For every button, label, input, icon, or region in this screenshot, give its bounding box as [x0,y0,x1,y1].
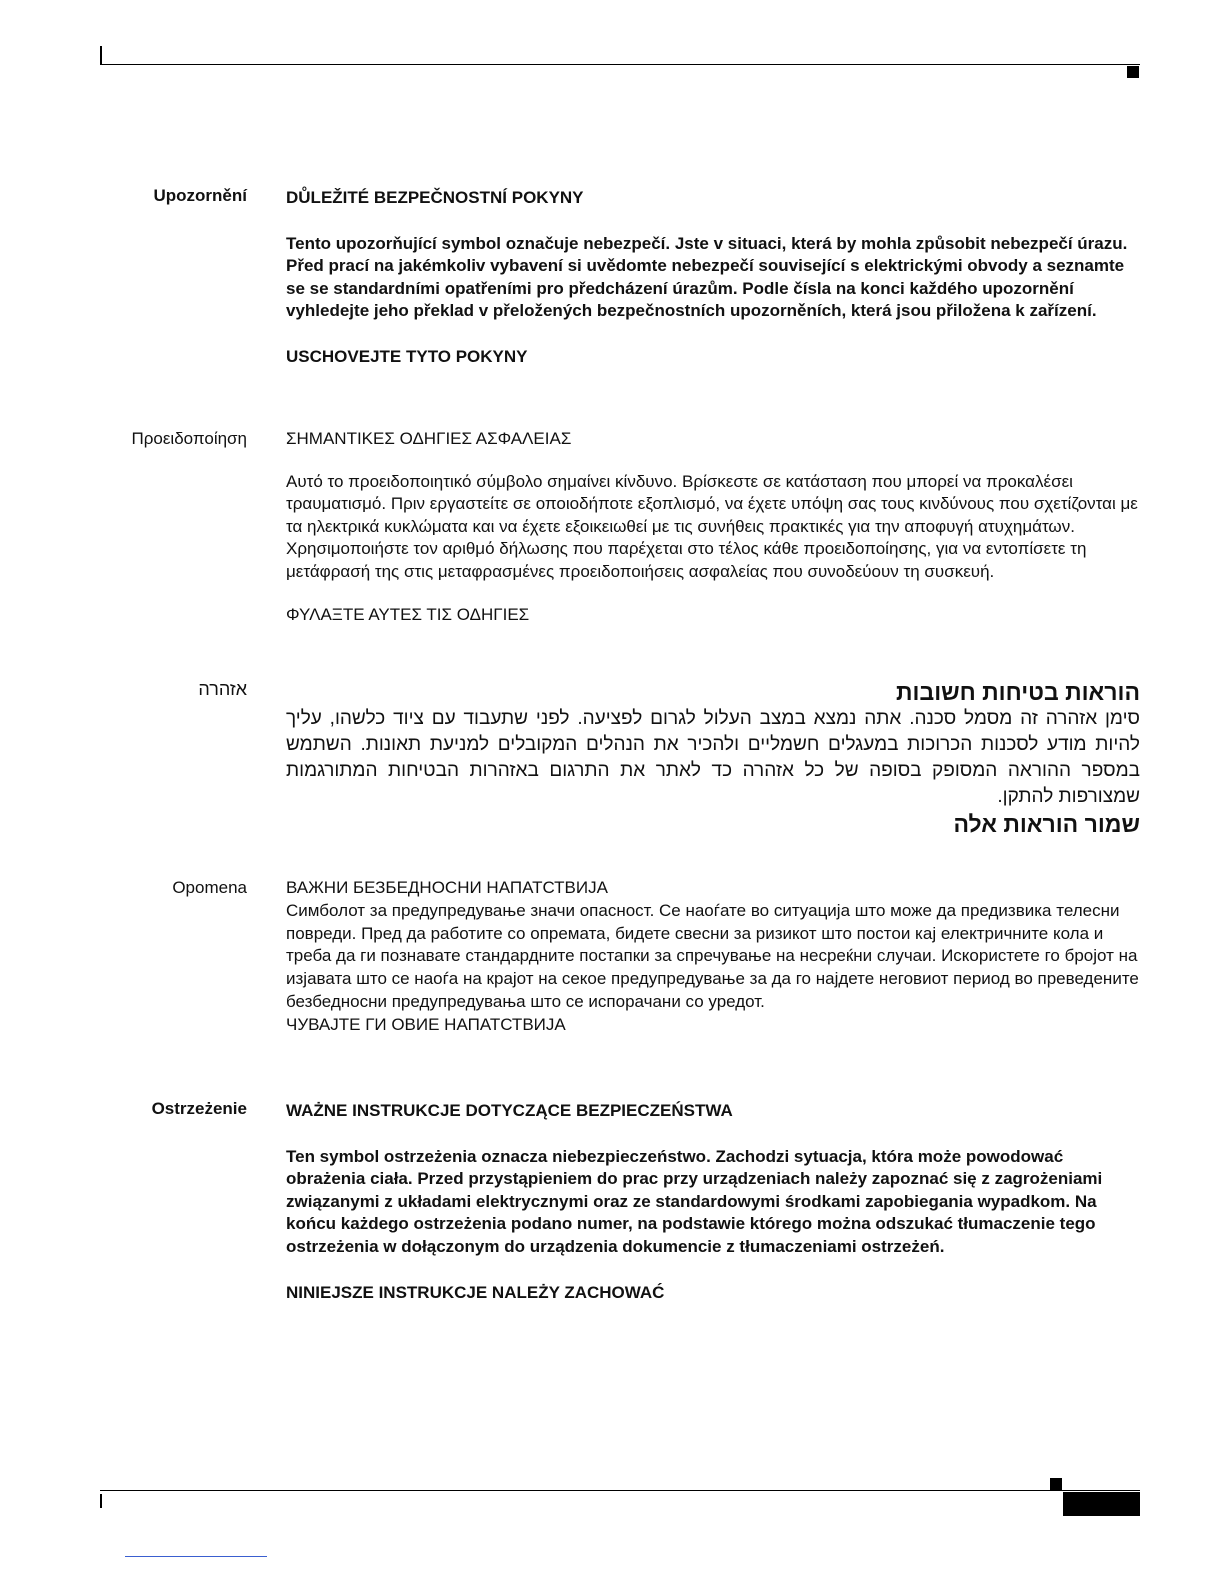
warning-text: Tento upozorňující symbol označuje nebezpečí. Jste v situaci, která by mohla způsobit nebezpečí úrazu. Před prací na jakémkoliv vybavení si uvědomte nebezpečí související s elektrickými obvody a seznamte se se standardními opatřeními pro předcházení úrazům. Podle čísla na konci každého upozornění vyhledejte jeho překlad v přeložených bezpečnostních upozorněních, která jsou přiložena k zařízení. [286,233,1128,321]
warning-body [286,428,1146,626]
warning-text: סימן אזהרה זה מסמל סכנה. אתה נמצא במצב העלול לגרום לפציעה. לפני שתעבוד עם ציוד כלשהו, עליך להיות מודע לסכנות הכרוכות במעגלים חשמליים ולהכיר את הנהלים המקובלים למניעת תאונות. השתמש במספר ההוראה המסופק בסופה של כל אזהרה כד לאתר את התרגום באזהרות הבטיחות המתורגמות שמצורפות להתקן. [286,708,1140,807]
warning-title: הוראות בטיחות חשובות [896,679,1140,705]
warning-title: ВАЖНИ БЕЗБЕДНОСНИ НАПАТСТВИЈА [286,878,608,897]
warning-body [286,1100,1146,1304]
warning-body [286,877,1146,1037]
warning-text: Ten symbol ostrzeżenia oznacza niebezpieczeństwo. Zachodzi sytuacja, która może powodować obrażenia ciała. Przed przystąpieniem do prac przy urządzeniach należy zapoznać się z zagrożeniami związanymi z układami elektrycznymi oraz ze standardowymi środkami zapobiegania wypadkom. Na końcu każdego ostrzeżenia podano numer, na podstawie którego można odszukać tłumaczenie tego ostrzeżenia w dołączonym do urządzenia dokumencie z tłumaczeniami ostrzeżeń. [286,1146,1103,1256]
warning-footer: ЧУВАЈТЕ ГИ ОВИЕ НАПАТСТВИЈА [286,1014,566,1034]
warning-footer: ΦΥΛΑΞΤΕ ΑΥΤΕΣ ΤΙΣ ΟΔΗΓΙΕΣ [286,604,530,624]
warning-body [286,678,1140,838]
warning-footer: USCHOVEJTE TYTO POKYNY [286,346,528,366]
page-number-tab [1063,1492,1140,1516]
warning-title: DŮLEŽITÉ BEZPEČNOSTNÍ POKYNY [286,188,584,207]
footer-rule-tick [100,1494,102,1508]
footer-rule [100,1490,1140,1491]
warning-label: אזהרה [198,679,247,699]
warning-title: ΣΗΜΑΝΤΙΚΕΣ ΟΔΗΓΙΕΣ ΑΣΦΑΛΕΙΑΣ [286,429,572,448]
warning-text: Симболот за предупредување значи опасност. Се наоѓате во ситуација што може да предизвика телесни повреди. Пред да работите со опремата, бидете свесни за ризикот што постои кај електричните кола и треба да ги познавате стандардните постапки за спречување на несреќни случаи. Искористете го бројот на изјавата што се наоѓа на крајот на секое предупредување за да го најдете неговиот период во преведените безбедносни предупредувања што се испорачани со уредот. [286,900,1139,1011]
header-rule [100,64,1140,65]
warning-label: Προειδοποίηση [131,429,247,448]
header-rule-tick [100,46,102,64]
warning-body [286,187,1146,369]
warning-label: Opomena [172,878,247,897]
footer-marker [1050,1478,1062,1490]
warning-text: Αυτό το προειδοποιητικό σύμβολο σημαίνει κίνδυνο. Βρίσκεστε σε κατάσταση που μπορεί να προκαλέσει τραυματισμό. Πριν εργαστείτε σε οποιοδήποτε εξοπλισμό, να έχετε υπόψη σας τους κινδύνους που σχετίζονται με τα ηλεκτρικά κυκλώματα και να έχετε εξοικειωθεί με τις συνήθεις πρακτικές για την αποφυγή ατυχημάτων. Χρησιμοποιήστε τον αριθμό δήλωσης που παρέχεται στο τέλος κάθε προειδοποίησης, για να εντοπίσετε τη μετάφρασή της στις μεταφρασμένες προειδοποιήσεις ασφαλείας που συνοδεύουν τη συσκευή. [286,471,1138,581]
warning-title: WAŻNE INSTRUKCJE DOTYCZĄCE BEZPIECZEŃSTWA [286,1101,733,1120]
header-marker [1127,66,1139,78]
warning-footer: שמור הוראות אלה [953,811,1140,837]
warning-footer: NINIEJSZE INSTRUKCJE NALEŻY ZACHOWAĆ [286,1282,665,1302]
warning-label: Ostrzeżenie [151,1099,247,1118]
warning-label: Upozornění [153,186,247,205]
footer-link-underline [125,1556,267,1557]
